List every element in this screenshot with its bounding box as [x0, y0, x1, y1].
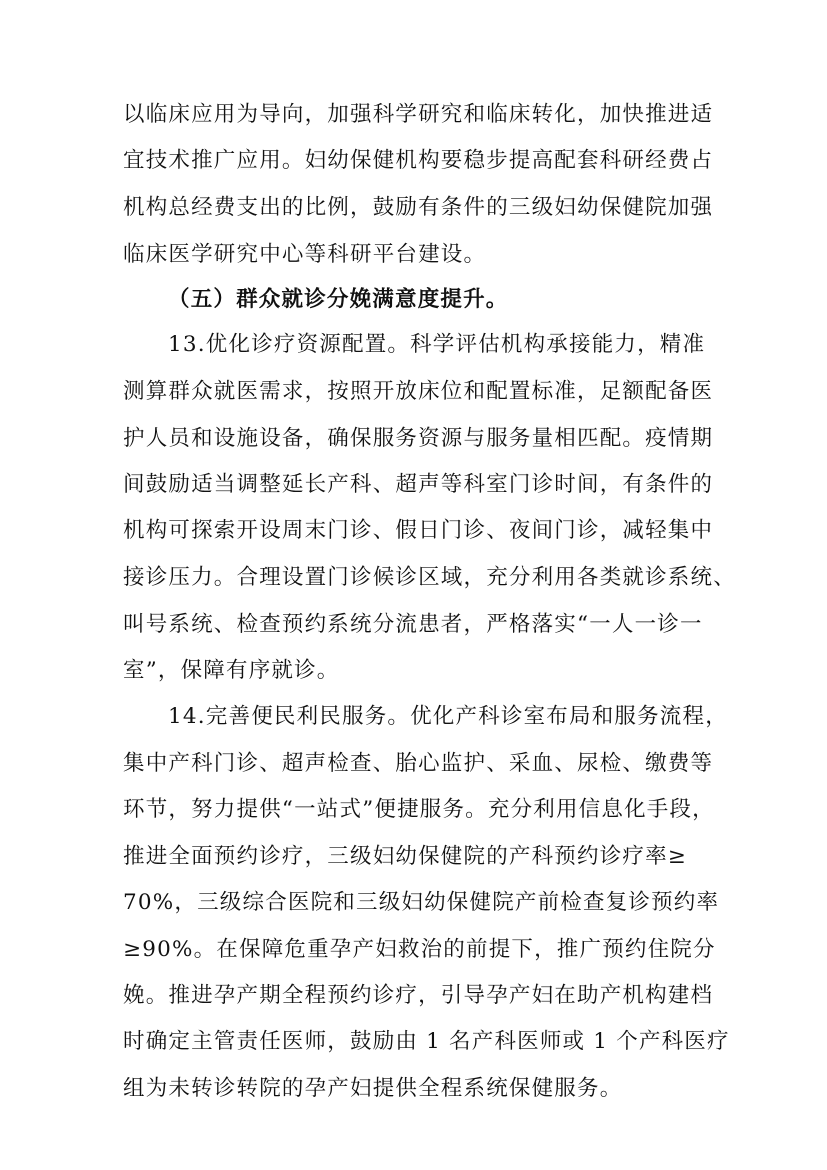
text-line-12: 叫号系统、检查预约系统分流患者，严格落实“一人一诊一	[123, 612, 703, 637]
text-line-13: 室”，保障有序就诊。	[123, 658, 340, 683]
text-line-11: 接诊压力。合理设置门诊候诊区域，充分利用各类就诊系统、	[123, 565, 736, 590]
paragraph-14-lead: 14.完善便民利民服务。优化产科诊室布局和服务流程，	[168, 704, 728, 729]
text-line-9: 间鼓励适当调整延长产科、超声等科室门诊时间，有条件的	[123, 472, 714, 497]
text-line-15: 集中产科门诊、超声检查、胎心监护、采血、尿检、缴费等	[123, 751, 714, 776]
text-line-8: 护人员和设施设备，确保服务资源与服务量相匹配。疫情期	[123, 426, 714, 451]
text-line-4: 临床医学研究中心等科研平台建设。	[123, 242, 487, 267]
text-line-1: 以临床应用为导向，加强科学研究和临床转化，加快推进适	[123, 102, 714, 127]
text-line-20: 娩。推进孕产期全程预约诊疗，引导孕产妇在助产机构建档	[123, 983, 714, 1008]
section-heading: （五）群众就诊分娩满意度提升。	[168, 287, 509, 312]
paragraph-13-lead: 13.优化诊疗资源配置。科学评估机构承接能力，精准	[168, 332, 706, 357]
text-line-7: 测算群众就医需求，按照开放床位和配置标准，足额配备医	[123, 379, 714, 404]
text-line-17: 推进全面预约诊疗，三级妇幼保健院的产科预约诊疗率≥	[123, 844, 688, 869]
text-line-22: 组为未转诊转院的孕产妇提供全程系统保健服务。	[123, 1076, 623, 1101]
text-line-10: 机构可探索开设周末门诊、假日门诊、夜间门诊，减轻集中	[123, 518, 714, 543]
text-line-16: 环节，努力提供“一站式”便捷服务。充分利用信息化手段，	[123, 797, 715, 822]
text-line-2: 宜技术推广应用。妇幼保健机构要稳步提高配套科研经费占	[123, 148, 714, 173]
text-line-3: 机构总经费支出的比例，鼓励有条件的三级妇幼保健院加强	[123, 195, 714, 220]
text-line-18: 70%，三级综合医院和三级妇幼保健院产前检查复诊预约率	[123, 890, 720, 915]
text-line-19: ≥90%。在保障危重孕产妇救治的前提下，推广预约住院分	[123, 937, 716, 962]
text-line-21: 时确定主管责任医师，鼓励由 1 名产科医师或 1 个产科医疗	[123, 1029, 730, 1054]
